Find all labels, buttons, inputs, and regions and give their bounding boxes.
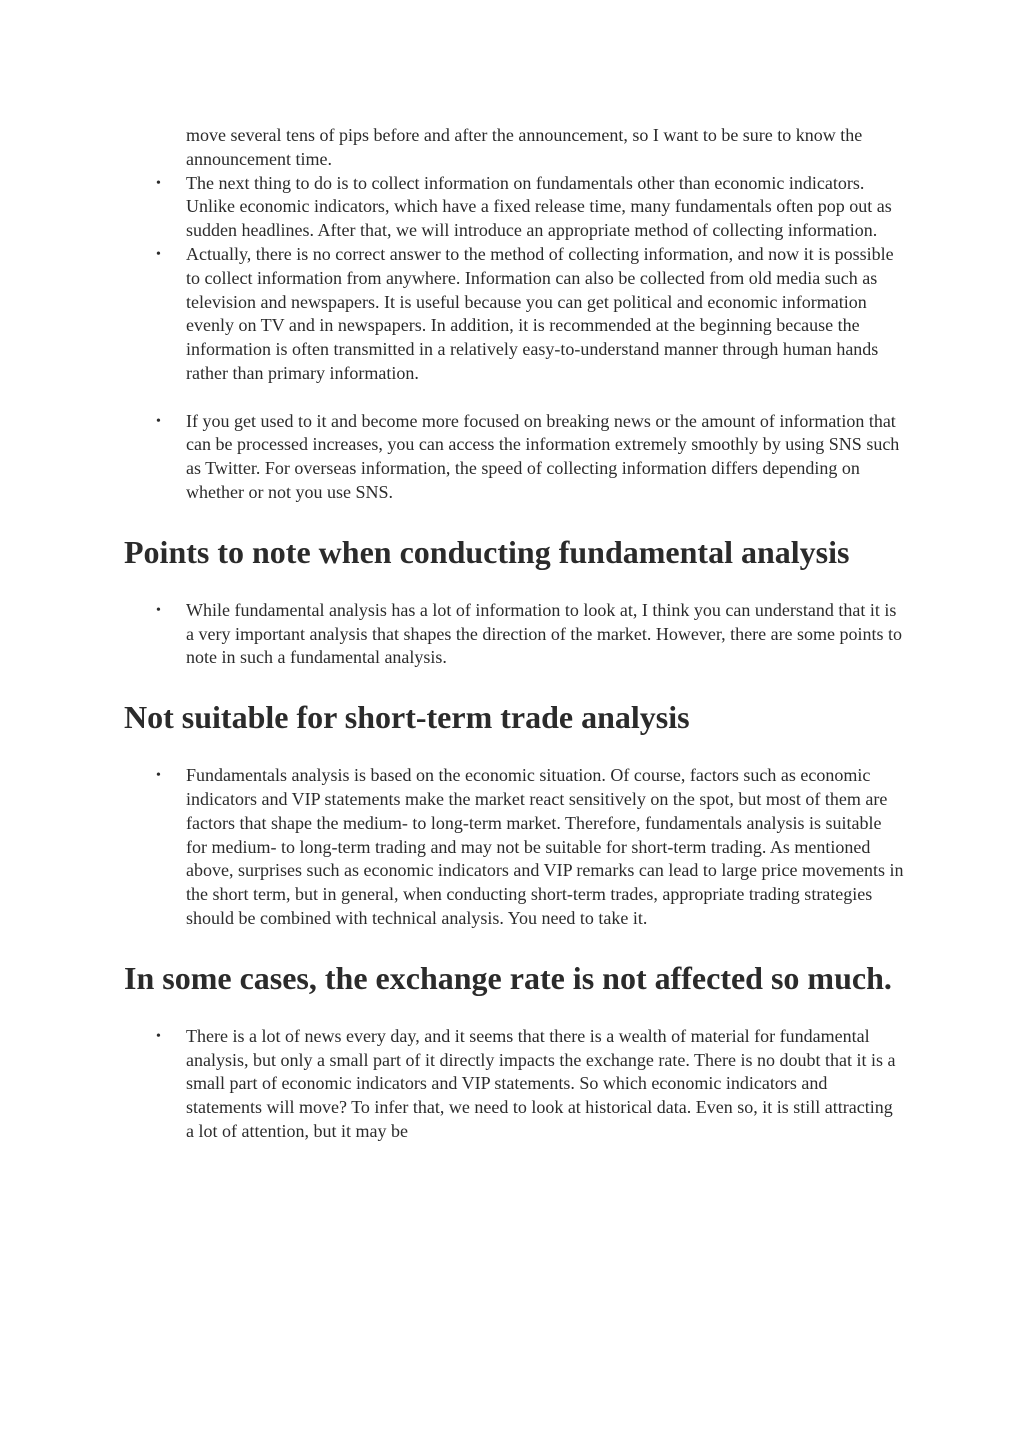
intro-continuation: move several tens of pips before and after the announcement, so I want to be sure to know the announcement time.	[186, 125, 863, 169]
list-item-text: The next thing to do is to collect information on fundamentals other than economic indicators. Unlike economic indicators, which have a fixed release time, many fundamentals often pop out as sudden headlines. After that, we will introduce an appropriate method of collecting information.	[186, 172, 892, 241]
list-item	[124, 599, 904, 670]
bullet-icon: •	[156, 413, 161, 429]
list-item	[124, 410, 904, 505]
list-item	[124, 172, 904, 243]
list-item-text: While fundamental analysis has a lot of information to look at, I think you can understand that it is a very important analysis that shapes the direction of the market. However, there are some points to note in such a fundamental analysis.	[186, 599, 903, 668]
section-heading-exchange-rate: In some cases, the exchange rate is not affected so much.	[124, 959, 892, 996]
section-heading-short-term: Not suitable for short-term trade analysis	[124, 699, 690, 736]
section-heading-points-to-note: Points to note when conducting fundamental analysis	[124, 533, 850, 570]
bullet-list-info-collection	[124, 172, 904, 386]
bullet-icon: •	[156, 768, 161, 784]
bullet-list-sns	[124, 410, 904, 505]
list-item	[124, 1025, 904, 1144]
bullet-icon: •	[156, 1028, 161, 1044]
list-item-text: If you get used to it and become more focused on breaking news or the amount of information that can be processed increases, you can access the information extremely smoothly by using SNS such as Twitter. For overseas information, the speed of collecting information differs depending on whether or not you use SNS.	[186, 410, 900, 502]
list-item	[124, 243, 904, 386]
bullet-list-points-to-note	[124, 599, 904, 670]
list-item-text: Actually, there is no correct answer to the method of collecting information, and now it is possible to collect information from anywhere. Information can also be collected from old media such as television and newspapers. It is useful because you can get political and economic information evenly on TV and in newspapers. In addition, it is recommended at the beginning because the information is often transmitted in a relatively easy-to-understand manner through human hands rather than primary information.	[186, 243, 894, 383]
bullet-list-short-term	[124, 764, 904, 931]
bullet-icon: •	[156, 246, 161, 262]
list-item-text: Fundamentals analysis is based on the economic situation. Of course, factors such as economic indicators and VIP statements make the market react sensitively on the spot, but most of them are factors that shape the medium- to long-term market. Therefore, fundamentals analysis is suitable for medium- to long-term trading and may not be suitable for short-term trading. As mentioned above, surprises such as economic indicators and VIP remarks can lead to large price movements in the short term, but in general, when conducting short-term trades, appropriate trading strategies should be combined with technical analysis. You need to take it.	[186, 765, 904, 928]
list-item-text: There is a lot of news every day, and it seems that there is a wealth of material for fundamental analysis, but only a small part of it directly impacts the exchange rate. There is no doubt that it is a small part of economic indicators and VIP statements. So which economic indicators and statements will move? To infer that, we need to look at historical data. Even so, it is still attracting a lot of attention, but it may be	[186, 1025, 896, 1141]
bullet-list-exchange-rate	[124, 1025, 904, 1144]
spacer	[124, 386, 904, 410]
bullet-icon: •	[156, 602, 161, 618]
document-page	[124, 124, 904, 1144]
list-item	[124, 764, 904, 931]
bullet-icon: •	[156, 175, 161, 191]
